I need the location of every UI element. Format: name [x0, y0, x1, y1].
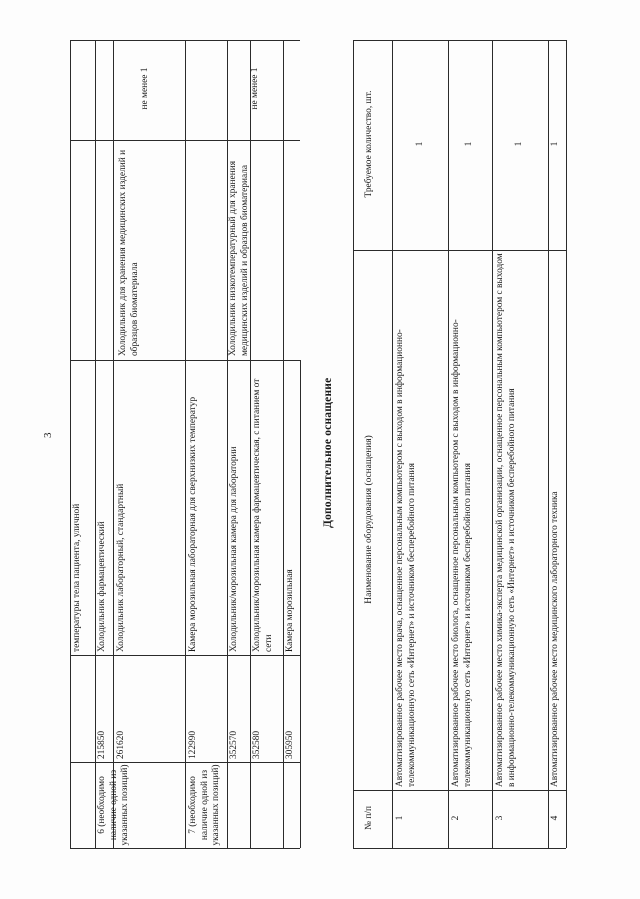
top-table-cell: 305950: [285, 730, 295, 759]
bottom-table-cell: 4: [550, 815, 560, 821]
top-table-cell: 6 (необходимо наличие одной из указанных позиций): [97, 764, 130, 846]
bottom-table-cell: 1: [514, 141, 524, 147]
top-table-line: [70, 762, 300, 763]
top-table-cell: температуры тела пациента, уличной: [72, 503, 82, 652]
top-table-cell: Камера морозильная лабораторная для сверхнизких температур: [188, 396, 198, 652]
top-table-cell: Холодильник для хранения медицинских изделий и образцов биоматериала: [118, 149, 140, 356]
top-table-cell: 352570: [229, 730, 239, 759]
bottom-table-line: [448, 40, 449, 848]
bottom-table-cell: 1: [550, 141, 560, 147]
top-table-cell: Камера морозильная: [285, 569, 295, 652]
top-table-cell: Холодильник/морозильная камера фармацевтическая, с питанием от сети: [252, 378, 274, 652]
bottom-table-line: [353, 40, 354, 848]
top-table-line: [70, 40, 71, 848]
top-table-line: [185, 40, 186, 848]
bottom-table-cell: 3: [495, 815, 505, 821]
bottom-table-header: Наименование оборудования (оснащения): [364, 435, 374, 604]
top-table-cell: не менее 1: [140, 67, 150, 110]
top-table-line: [70, 848, 300, 849]
bottom-table-line: [353, 250, 566, 251]
bottom-table-cell: 1: [395, 815, 405, 821]
bottom-table-line: [353, 40, 566, 41]
top-table-line: [70, 140, 300, 141]
bottom-table-line: [392, 40, 393, 848]
bottom-table-cell: Автоматизированное рабочее место биолога, оснащенное персональным компьютером с выходом в информационно-телекоммуникационную сеть «Интернет» и источником бесперебойного питания: [451, 319, 473, 787]
bottom-table-header: № п/п: [364, 806, 374, 830]
top-table-cell: 352580: [252, 730, 262, 759]
top-table-cell: не менее 1: [250, 67, 260, 110]
bottom-table-cell: Автоматизированное рабочее место медицинского лабораторного техника: [550, 491, 560, 787]
bottom-table-line: [492, 40, 493, 848]
page-number: 3: [42, 432, 54, 438]
bottom-table-cell: 1: [464, 141, 474, 147]
section-title: Дополнительное оснащение: [322, 377, 334, 528]
top-table-cell: 7 (необходимо наличие одной из указанных позиций): [188, 764, 221, 846]
top-table-cell: 122990: [188, 730, 198, 759]
bottom-table-line: [548, 40, 549, 848]
top-table-cell: Холодильник низкотемпературный для хранения медицинских изделий и образцов биоматериала: [228, 160, 250, 356]
top-table-cell: Холодильник лабораторный, стандартный: [116, 483, 126, 652]
bottom-table-header: Требуемое количество, шт.: [364, 90, 374, 198]
bottom-table-cell: Автоматизированное рабочее место врача, оснащенное персональным компьютером с выходом в информационно-телекоммуникационную сеть «Интернет» и источником бесперебойного питания: [395, 329, 417, 787]
bottom-table-cell: 1: [415, 141, 425, 147]
bottom-table-line: [353, 848, 566, 849]
top-table-cell: 261620: [116, 730, 126, 759]
bottom-table-line: [566, 40, 567, 848]
bottom-table-cell: 2: [451, 815, 461, 821]
top-table-cell: 215850: [97, 730, 107, 759]
top-table-line: [70, 360, 300, 361]
top-table-cell: Холодильник фармацевтический: [97, 521, 107, 652]
top-table-cell: Холодильник/морозильная камера для лаборатории: [229, 446, 239, 652]
bottom-table-cell: Автоматизированное рабочее место химика-эксперта медицинской организации, оснащенное персональным компьютером с выходом в информационно-телекоммуникационную сеть «Интернет» и источником бесперебойного питания: [495, 253, 517, 787]
top-table-line: [113, 40, 114, 848]
top-table-line: [95, 40, 96, 848]
